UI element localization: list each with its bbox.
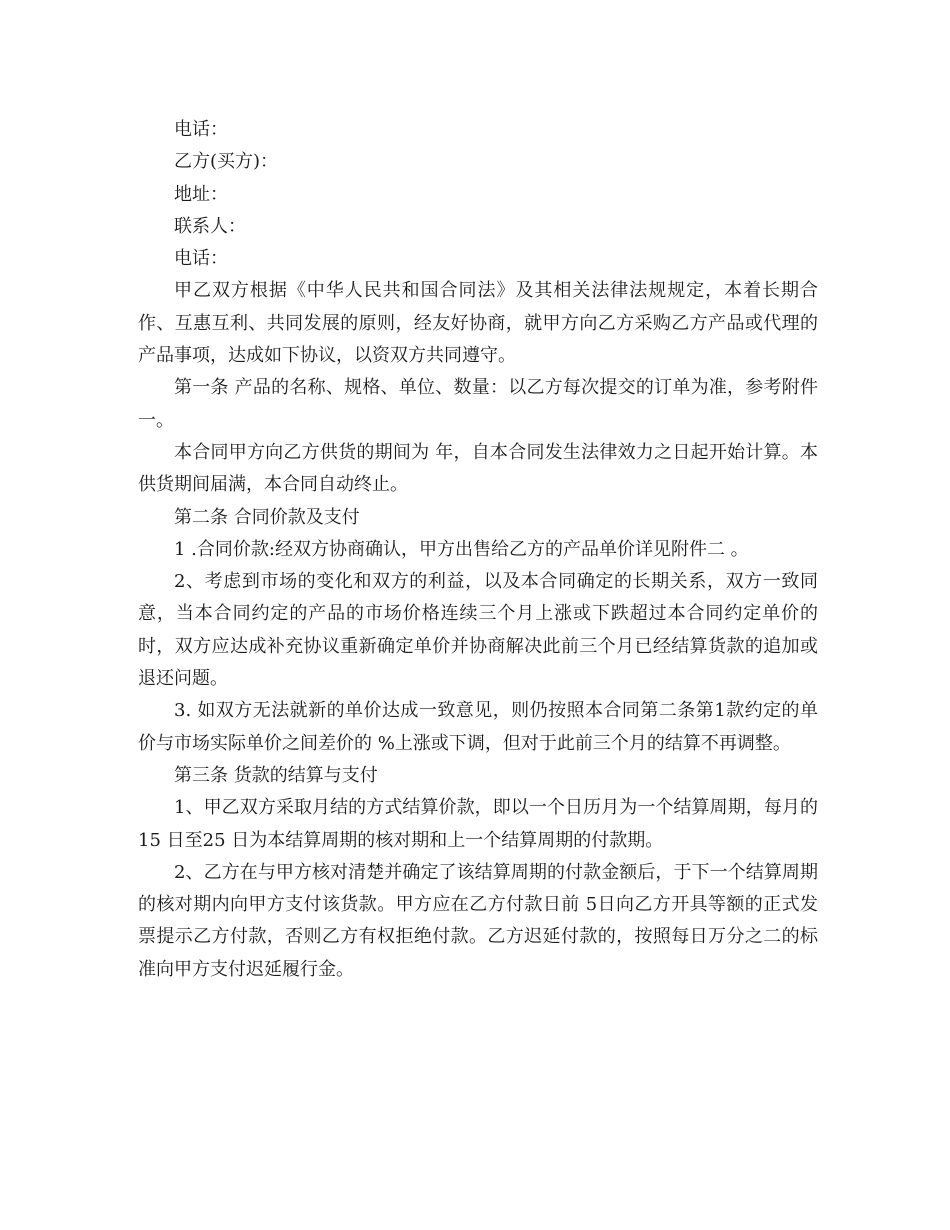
- document-body: [138, 114, 818, 986]
- article-2-heading: 第二条 合同价款及支付: [174, 506, 360, 528]
- party-b-contact-line: 联系人：: [174, 215, 246, 237]
- article-1-paragraph: 第一条 产品的名称、规格、单位、数量：以乙方每次提交的订单为准，参考附件一。: [138, 377, 818, 431]
- supply-period-paragraph: 本合同甲方向乙方供货的期间为 年，自本合同发生法律效力之日起开始计算。本供货期间届满，本合同自动终止。: [138, 441, 818, 496]
- article-2-clause-2: 2、考虑到市场的变化和双方的利益，以及本合同确定的长期关系，双方一致同意，当本合同约定的产品的市场价格连续三个月上涨或下跌超过本合同约定单价的时，双方应达成补充协议重新确定单价并协商解决此前三个月已经结算货款的追加或退还问题。: [138, 571, 818, 690]
- article-2-clause-3: 3. 如双方无法就新的单价达成一致意见，则仍按照本合同第二条第1款约定的单价与市场实际单价之间差价的 %上涨或下调，但对于此前三个月的结算不再调整。: [138, 700, 818, 754]
- article-3-clause-1: 1、甲乙双方采取月结的方式结算价款，即以一个日历月为一个结算周期，每月的 15 日至25 日为本结算周期的核对期和上一个结算周期的付款期。: [138, 797, 818, 851]
- preamble-paragraph: 甲乙双方根据《中华人民共和国合同法》及其相关法律法规规定，本着长期合作、互惠互利、共同发展的原则，经友好协商，就甲方向乙方采购乙方产品或代理的产品事项，达成如下协议，以资双方共同遵守。: [138, 280, 818, 367]
- article-3-heading: 第三条 货款的结算与支付: [174, 764, 378, 786]
- party-a-phone-line: 电话：: [174, 119, 228, 140]
- party-b-phone-line: 电话：: [174, 248, 228, 270]
- party-b-label: 乙方(买方)：: [174, 151, 279, 173]
- article-2-clause-1: 1 .合同价款:经双方协商确认，甲方出售给乙方的产品单价详见附件二 。: [174, 538, 749, 560]
- article-3-clause-2: 2、乙方在与甲方核对清楚并确定了该结算周期的付款金额后，于下一个结算周期的核对期内向甲方支付该货款。甲方应在乙方付款日前 5日向乙方开具等额的正式发票提示乙方付款，否则乙方有权拒绝付款。乙方迟延付款的，按照每日万分之二的标准向甲方支付迟延履行金。: [138, 861, 818, 980]
- party-b-address-line: 地址：: [174, 183, 228, 205]
